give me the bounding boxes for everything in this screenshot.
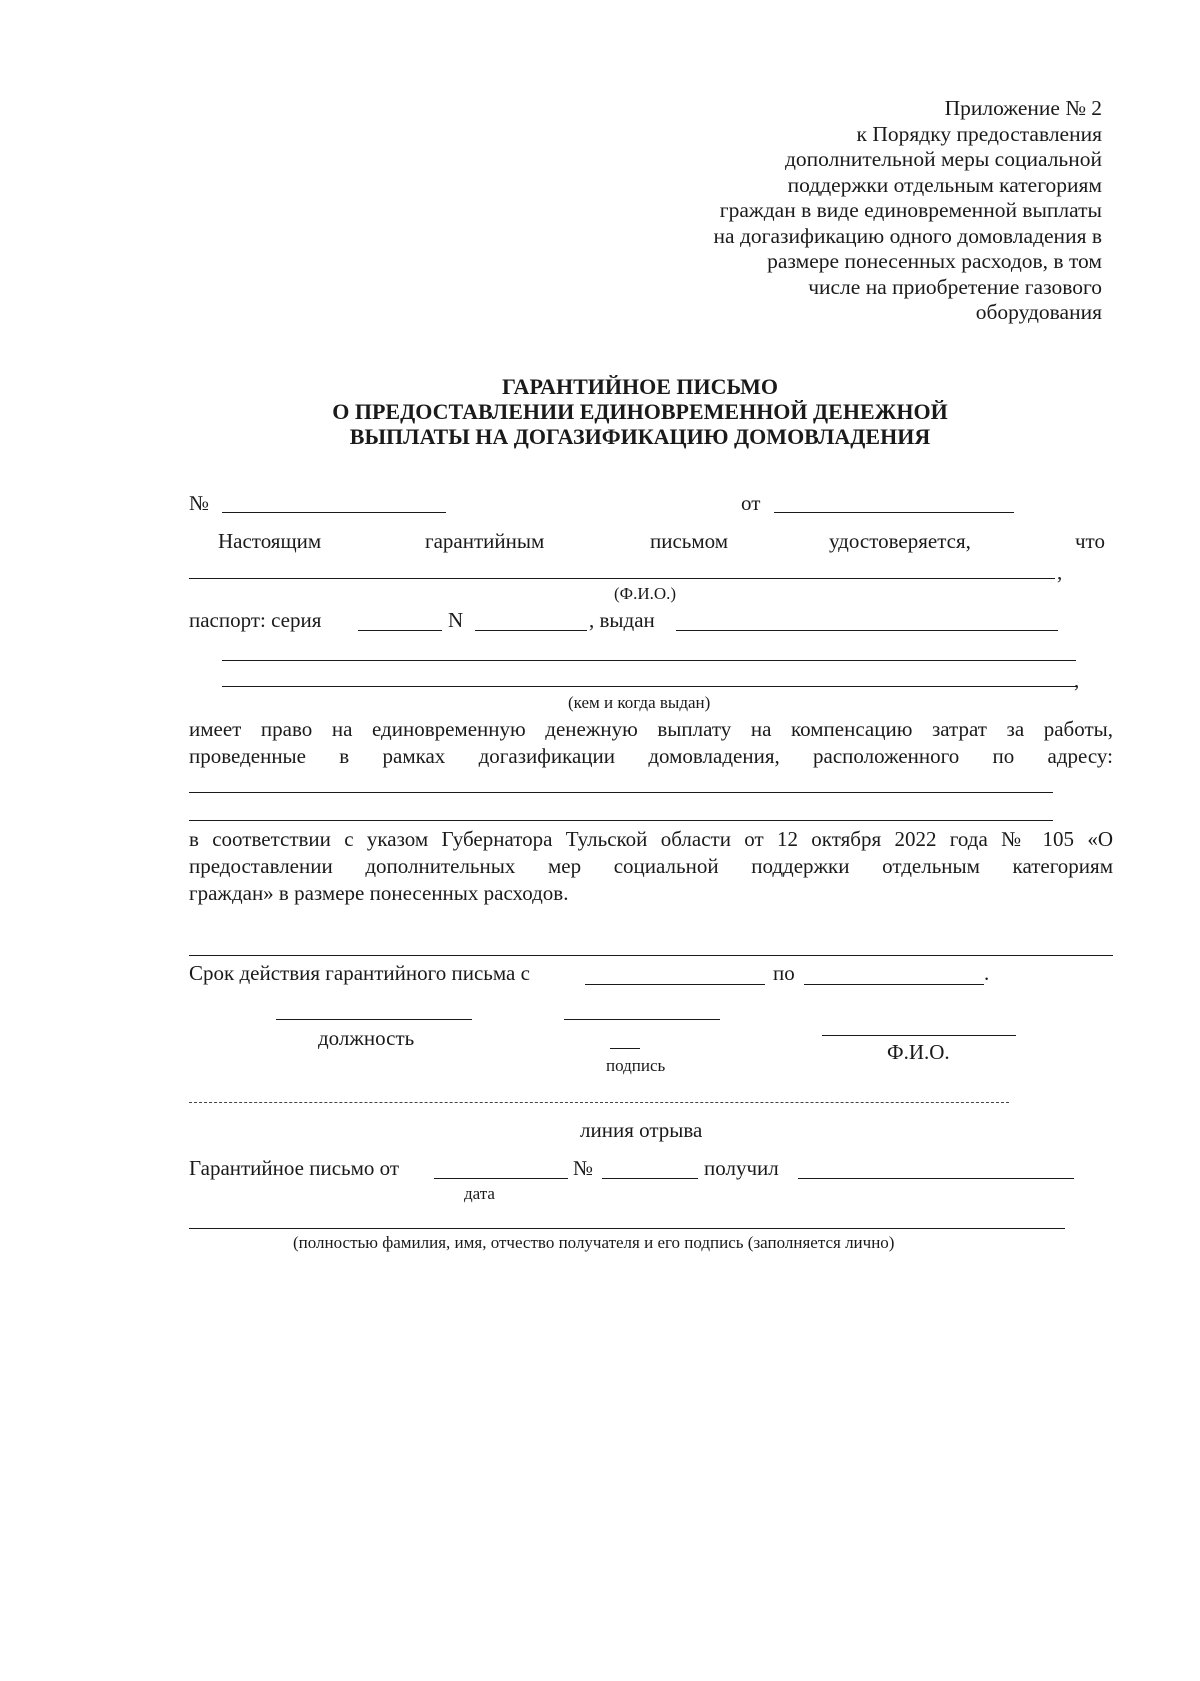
position-caption: должность: [318, 1026, 415, 1050]
comma: ,: [1074, 668, 1080, 692]
appendix-line: оборудования: [975, 300, 1102, 324]
document-title: [190, 374, 1090, 449]
issued-caption: (кем и когда выдан): [568, 693, 711, 712]
validity-to-label: по: [773, 961, 795, 985]
passport-issued-field[interactable]: [676, 630, 1058, 631]
appendix-line: размере понесенных расходов, в том: [767, 249, 1102, 273]
passport-issued-label: , выдан: [589, 608, 655, 632]
passport-series-field[interactable]: [358, 630, 442, 631]
appendix-block: [714, 96, 1102, 326]
title-line: ВЫПЛАТЫ НА ДОГАЗИФИКАЦИЮ ДОМОВЛАДЕНИЯ: [349, 424, 931, 449]
tear-line-label: линия отрыва: [580, 1118, 703, 1142]
letter-date-field[interactable]: [774, 512, 1014, 513]
passport-issued-field-2[interactable]: [222, 660, 1076, 661]
passport-number-label: N: [448, 608, 464, 632]
certify-word: удостоверяется,: [829, 529, 971, 553]
signature-dash: [610, 1048, 640, 1049]
received-label: получил: [704, 1156, 779, 1180]
decree-line: предоставлении дополнительных мер социальной поддержки отдельным категориям: [189, 854, 1113, 878]
decree-line: в соответствии с указом Губернатора Тульской области от 12 октября 2022 года № 105 «О: [189, 827, 1113, 851]
appendix-line: граждан в виде единовременной выплаты: [719, 198, 1102, 222]
date-label: от: [741, 491, 761, 515]
right-text-line: проведенные в рамках догазификации домовладения, расположенного по адресу:: [189, 744, 1113, 768]
appendix-line: к Порядку предоставления: [856, 121, 1102, 146]
passport-number-field[interactable]: [475, 630, 587, 631]
signature-caption: подпись: [606, 1056, 666, 1075]
title-line: О ПРЕДОСТАВЛЕНИИ ЕДИНОВРЕМЕННОЙ ДЕНЕЖНОЙ: [332, 399, 948, 424]
passport-series-label: паспорт: серия: [189, 608, 322, 632]
appendix-line: числе на приобретение газового: [808, 274, 1102, 299]
received-by-field[interactable]: [798, 1178, 1074, 1179]
certify-word: письмом: [650, 529, 729, 553]
date-caption: дата: [464, 1184, 495, 1203]
fio-caption: (Ф.И.О.): [614, 584, 677, 603]
tear-line: [189, 1102, 1009, 1103]
name-field[interactable]: [822, 1035, 1016, 1036]
received-number-field[interactable]: [602, 1178, 698, 1179]
passport-issued-field-3[interactable]: [222, 686, 1076, 687]
appendix-line: Приложение № 2: [944, 96, 1102, 120]
number-label: №: [189, 491, 210, 515]
appendix-line: на догазификацию одного домовладения в: [713, 223, 1102, 248]
letter-number-field[interactable]: [222, 512, 446, 513]
received-from-label: Гарантийное письмо от: [189, 1156, 400, 1180]
right-text-line: имеет право на единовременную денежную выплату на компенсацию затрат за работы,: [189, 717, 1113, 741]
address-field[interactable]: [189, 792, 1053, 793]
validity-to-field[interactable]: [804, 984, 984, 985]
recipient-field[interactable]: [189, 1228, 1065, 1229]
decree-line: граждан» в размере понесенных расходов.: [189, 881, 569, 905]
validity-from-field[interactable]: [585, 984, 765, 985]
recipient-caption: (полностью фамилия, имя, отчество получателя и его подпись (заполняется лично): [293, 1233, 895, 1252]
received-number-label: №: [573, 1156, 594, 1180]
fio-field[interactable]: [189, 578, 1055, 579]
comma: ,: [1057, 560, 1063, 584]
validity-from-label: Срок действия гарантийного письма с: [189, 961, 530, 985]
certify-word: Настоящим: [218, 529, 322, 553]
address-field-2[interactable]: [189, 820, 1053, 821]
name-caption: Ф.И.О.: [887, 1040, 950, 1064]
title-line: ГАРАНТИЙНОЕ ПИСЬМО: [501, 374, 779, 399]
appendix-line: дополнительной меры социальной: [784, 147, 1102, 171]
signature-field[interactable]: [564, 1019, 720, 1020]
received-date-field[interactable]: [434, 1178, 568, 1179]
separator-line: [189, 955, 1113, 956]
validity-end: .: [984, 961, 990, 985]
certify-word: гарантийным: [425, 529, 545, 553]
certify-word: что: [1075, 529, 1105, 553]
appendix-line: поддержки отдельным категориям: [787, 172, 1102, 197]
position-field[interactable]: [276, 1019, 472, 1020]
